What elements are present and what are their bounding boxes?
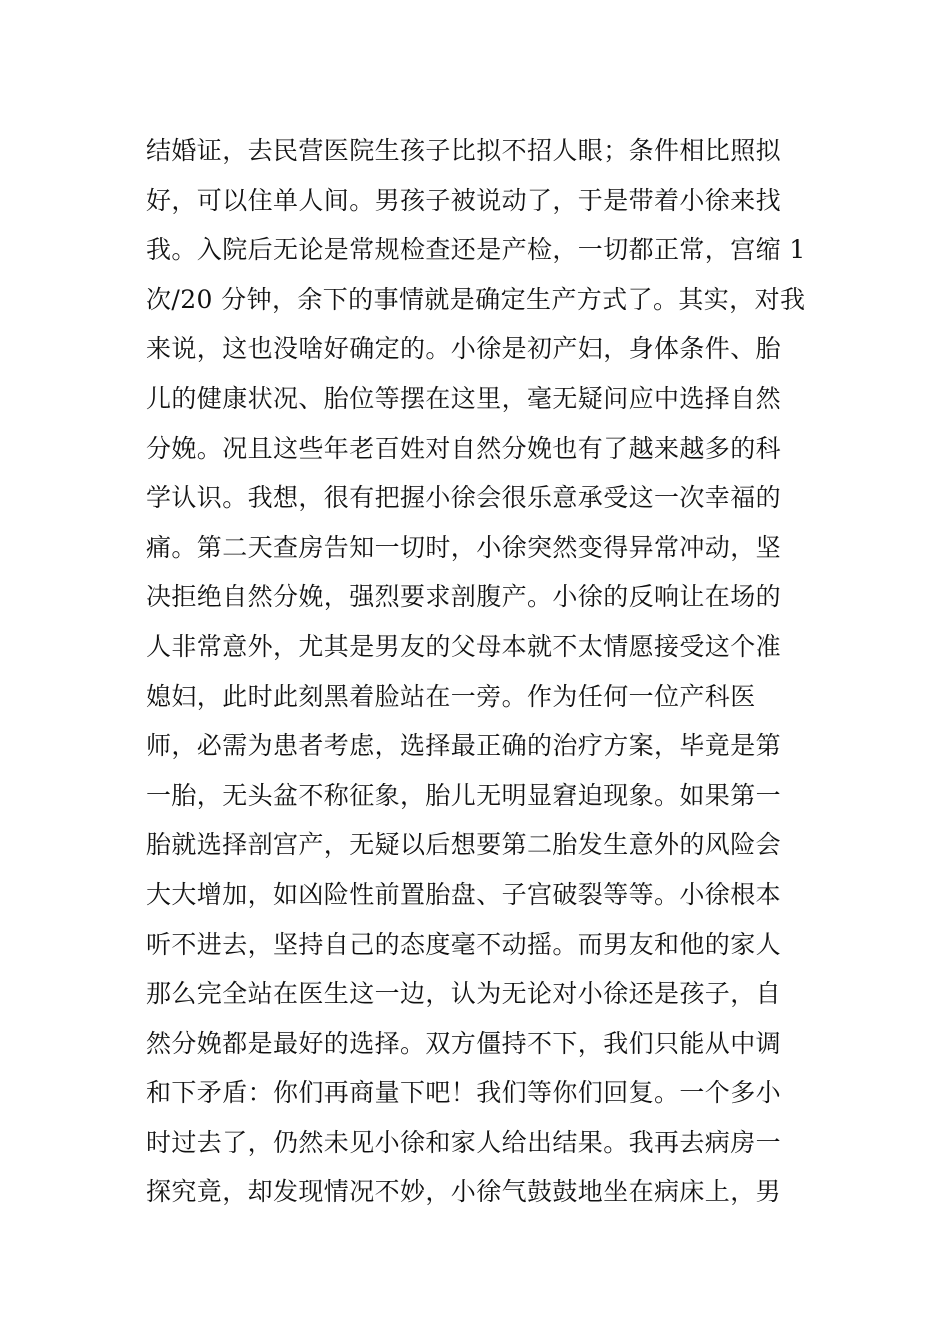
text-line: 一胎，无头盆不称征象，胎儿无明显窘迫现象。如果第一 <box>146 780 782 810</box>
text-line: 分娩。况且这些年老百姓对自然分娩也有了越来越多的科 <box>146 433 782 463</box>
text-line: 我。入院后无论是常规检查还是产检，一切都正常，宫缩 1 <box>146 235 806 265</box>
text-line: 次/20 分钟，余下的事情就是确定生产方式了。其实，对我 <box>146 284 806 314</box>
text-line: 儿的健康状况、胎位等摆在这里，毫无疑问应中选择自然 <box>146 383 782 413</box>
text-line: 人非常意外，尤其是男友的父母本就不太情愿接受这个准 <box>146 631 782 661</box>
text-line: 来说，这也没啥好确定的。小徐是初产妇，身体条件、胎 <box>146 334 782 364</box>
text-line: 大大增加，如凶险性前置胎盘、子宫破裂等等。小徐根本 <box>146 879 782 909</box>
text-line: 时过去了，仍然未见小徐和家人给出结果。我再去病房一 <box>146 1127 782 1157</box>
text-line: 好，可以住单人间。男孩子被说动了，于是带着小徐来找 <box>146 185 782 215</box>
text-line: 那么完全站在医生这一边，认为无论对小徐还是孩子，自 <box>146 979 782 1009</box>
text-line: 探究竟，却发现情况不妙，小徐气鼓鼓地坐在病床上，男 <box>146 1177 782 1207</box>
text-line: 师，必需为患者考虑，选择最正确的治疗方案，毕竟是第 <box>146 731 782 761</box>
text-line: 然分娩都是最好的选择。双方僵持不下，我们只能从中调 <box>146 1028 782 1058</box>
body-text <box>146 126 826 1217</box>
text-line: 胎就选择剖宫产，无疑以后想要第二胎发生意外的风险会 <box>146 830 782 860</box>
text-line: 决拒绝自然分娩，强烈要求剖腹产。小徐的反响让在场的 <box>146 582 782 612</box>
text-line: 和下矛盾：你们再商量下吧！我们等你们回复。一个多小 <box>146 1078 782 1108</box>
text-line: 结婚证，去民营医院生孩子比拟不招人眼；条件相比照拟 <box>146 136 782 165</box>
text-line: 媳妇，此时此刻黑着脸站在一旁。作为任何一位产科医 <box>146 681 756 711</box>
text-line: 痛。第二天查房告知一切时，小徐突然变得异常冲动，坚 <box>146 532 782 562</box>
text-line: 听不进去，坚持自己的态度毫不动摇。而男友和他的家人 <box>146 929 782 959</box>
text-line: 学认识。我想，很有把握小徐会很乐意承受这一次幸福的 <box>146 483 782 513</box>
